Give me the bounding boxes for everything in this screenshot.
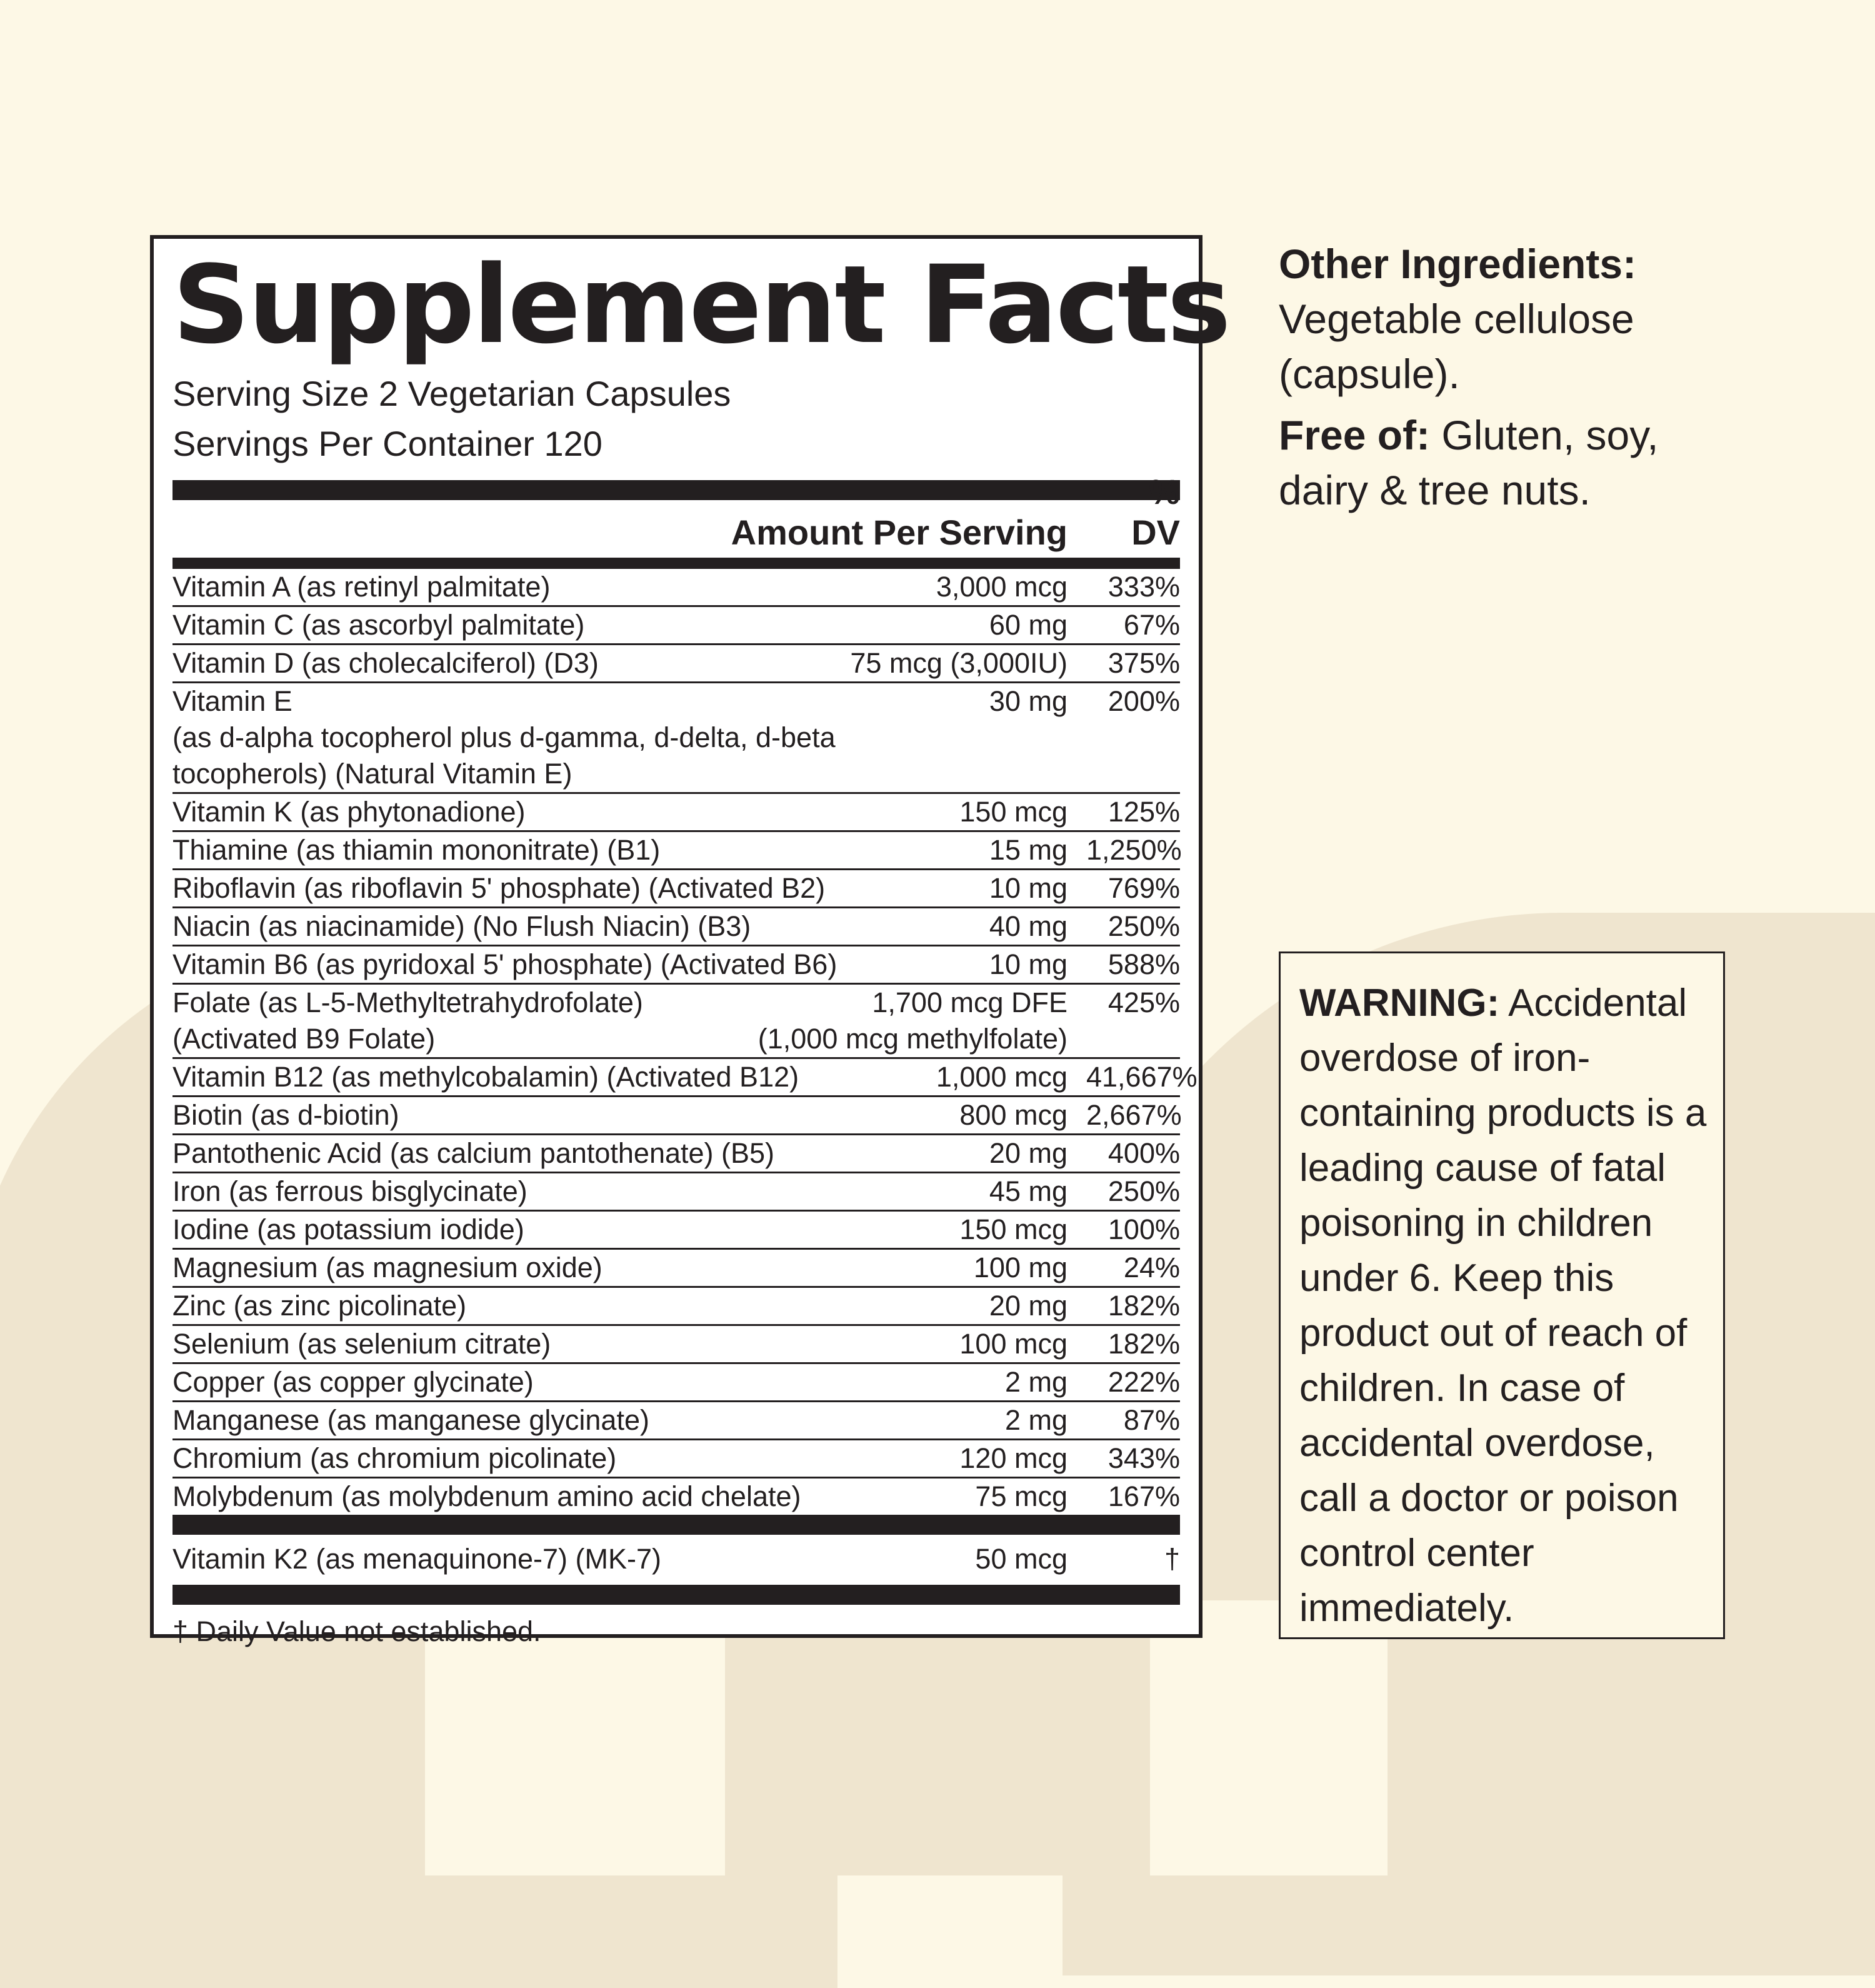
- nutrient-amount: 75 mcg: [975, 1480, 1068, 1512]
- nutrient-name: Zinc (as zinc picolinate): [172, 1290, 467, 1322]
- nutrient-amount: 120 mcg: [959, 1442, 1068, 1474]
- nutrient-name: Niacin (as niacinamide) (No Flush Niacin) (B3): [172, 910, 751, 942]
- nutrient-amount: 3,000 mcg: [936, 571, 1068, 603]
- nutrient-amount: 45 mg: [989, 1175, 1068, 1207]
- servings-per-container: Servings Per Container 120: [172, 424, 602, 463]
- nutrient-dv: 425%: [1108, 986, 1180, 1018]
- table-row: [172, 870, 1180, 908]
- nutrient-amount: 2 mg: [1004, 1366, 1068, 1398]
- nutrient-dv: 167%: [1108, 1480, 1180, 1512]
- amount-header: Amount Per Serving: [731, 513, 1068, 552]
- nutrient-name: Vitamin B6 (as pyridoxal 5' phosphate) (Activated B6): [172, 948, 838, 980]
- nutrient-name: Vitamin E (as d-alpha tocopherol plus d-gamma, d-delta, d-beta tocopherols) (Natural Vitamin E): [172, 685, 836, 790]
- nutrient-amount: 1,000 mcg: [936, 1061, 1068, 1093]
- warning-text: Accidental overdose of iron-containing products is a leading cause of fatal poisoning in children under 6. Keep this product out of reach of children. In case of accidental overdose, call a doctor or poison control center immediately.: [1299, 981, 1707, 1630]
- table-row: [172, 1212, 1180, 1250]
- nutrient-dv: 87%: [1123, 1404, 1180, 1436]
- nutrient-amount: 100 mcg: [959, 1328, 1068, 1360]
- nutrient-dv: 1,250%: [1086, 834, 1182, 866]
- nutrient-dv: 2,667%: [1086, 1099, 1182, 1131]
- table-row: [172, 1250, 1180, 1288]
- table-row: [172, 1440, 1180, 1478]
- table-row: [172, 1402, 1180, 1440]
- nutrient-amount: 60 mg: [989, 609, 1068, 641]
- supplement-facts-panel: [150, 235, 1229, 1647]
- free-of-text: Gluten, soy, dairy & tree nuts.: [1279, 412, 1659, 513]
- nutrient-name: Vitamin K (as phytonadione): [172, 796, 526, 828]
- nutrient-table: [172, 569, 1198, 1515]
- nutrient-name: Vitamin B12 (as methylcobalamin) (Activated B12): [172, 1061, 799, 1093]
- nutrient-dv: 24%: [1123, 1252, 1180, 1283]
- nutrient-dv: 125%: [1108, 796, 1180, 828]
- divider-medium: [172, 558, 1180, 569]
- nutrient-dv: †: [1164, 1543, 1180, 1575]
- nutrient-amount: 1,700 mcg DFE (1,000 mcg methylfolate): [758, 986, 1068, 1055]
- warning-box: [1279, 951, 1725, 1639]
- table-row: [172, 569, 1180, 607]
- serving-size: Serving Size 2 Vegetarian Capsules: [172, 374, 731, 413]
- nutrient-name: Molybdenum (as molybdenum amino acid chelate): [172, 1480, 801, 1512]
- nutrient-dv: 182%: [1108, 1328, 1180, 1360]
- background-stripe: [1150, 1600, 1388, 1875]
- nutrient-name: Vitamin K2 (as menaquinone-7) (MK-7): [172, 1543, 662, 1575]
- nutrient-dv: 588%: [1108, 948, 1180, 980]
- nutrient-dv: 67%: [1123, 609, 1180, 641]
- nutrient-name: Iron (as ferrous bisglycinate): [172, 1175, 528, 1207]
- nutrient-name: Copper (as copper glycinate): [172, 1366, 534, 1398]
- table-row: [172, 1059, 1198, 1097]
- table-row: [172, 607, 1180, 645]
- nutrient-dv: 250%: [1108, 910, 1180, 942]
- divider-thick: [172, 1585, 1180, 1605]
- nutrient-amount: 75 mcg (3,000IU): [850, 647, 1068, 679]
- table-row: [172, 794, 1180, 832]
- nutrient-name: Selenium (as selenium citrate): [172, 1328, 551, 1360]
- nutrient-dv: 769%: [1108, 872, 1180, 904]
- nutrient-dv: 375%: [1108, 647, 1180, 679]
- nutrient-amount: 30 mg: [989, 685, 1068, 717]
- nutrient-amount: 800 mcg: [959, 1099, 1068, 1131]
- nutrient-name: Vitamin A (as retinyl palmitate): [172, 571, 551, 603]
- nutrient-name: Thiamine (as thiamin mononitrate) (B1): [172, 834, 661, 866]
- nutrient-name: Magnesium (as magnesium oxide): [172, 1252, 602, 1283]
- nutrient-amount: 15 mg: [989, 834, 1068, 866]
- table-row: [172, 1535, 1180, 1585]
- table-row: [172, 1097, 1180, 1135]
- nutrient-amount: 10 mg: [989, 872, 1068, 904]
- nutrient-name: Pantothenic Acid (as calcium pantothenate) (B5): [172, 1137, 775, 1169]
- nutrient-name: Biotin (as d-biotin): [172, 1099, 399, 1131]
- table-row: [172, 1135, 1180, 1173]
- dv-header: % DV: [1131, 472, 1180, 552]
- nutrient-name: Riboflavin (as riboflavin 5' phosphate) (Activated B2): [172, 872, 826, 904]
- table-row: [172, 1288, 1180, 1326]
- warning-label: WARNING:: [1299, 981, 1500, 1025]
- nutrient-dv: 182%: [1108, 1290, 1180, 1322]
- nutrient-name: Vitamin C (as ascorbyl palmitate): [172, 609, 585, 641]
- nutrient-amount: 20 mg: [989, 1137, 1068, 1169]
- nutrient-amount: 50 mcg: [975, 1543, 1068, 1575]
- facts-title: Supplement Facts: [172, 242, 1229, 368]
- table-row: [172, 1364, 1180, 1402]
- nutrient-amount: 2 mg: [1004, 1404, 1068, 1436]
- divider-thick: [172, 1515, 1180, 1535]
- table-row: [172, 946, 1180, 985]
- nutrient-dv: 400%: [1108, 1137, 1180, 1169]
- nutrient-amount: 10 mg: [989, 948, 1068, 980]
- nutrient-name: Chromium (as chromium picolinate): [172, 1442, 617, 1474]
- nutrient-amount: 20 mg: [989, 1290, 1068, 1322]
- other-ingredients-label: Other Ingredients:: [1279, 241, 1637, 287]
- nutrient-dv: 250%: [1108, 1175, 1180, 1207]
- divider-thick: [172, 480, 1180, 500]
- nutrient-dv: 100%: [1108, 1213, 1180, 1245]
- other-ingredients-block: [1279, 236, 1754, 518]
- nutrient-amount: 150 mcg: [959, 1213, 1068, 1245]
- table-row: [172, 908, 1180, 946]
- nutrient-dv: 41,667%: [1086, 1061, 1198, 1093]
- table-row: [172, 645, 1180, 683]
- other-ingredients-text: Vegetable cellulose (capsule).: [1279, 296, 1634, 397]
- nutrient-amount: 40 mg: [989, 910, 1068, 942]
- table-header: [172, 472, 1180, 558]
- free-of-label: Free of:: [1279, 412, 1431, 458]
- table-row: [172, 832, 1180, 870]
- nutrient-name: Manganese (as manganese glycinate): [172, 1404, 649, 1436]
- nutrient-name: Folate (as L-5-Methyltetrahydrofolate) (Activated B9 Folate): [172, 986, 643, 1055]
- nutrient-dv: 200%: [1108, 685, 1180, 717]
- nutrient-amount: 150 mcg: [959, 796, 1068, 828]
- table-row: [172, 1326, 1180, 1364]
- table-row: [172, 1173, 1180, 1212]
- nutrient-amount: 100 mg: [973, 1252, 1068, 1283]
- nutrient-dv: 333%: [1108, 571, 1180, 603]
- table-row: [172, 985, 1180, 1059]
- nutrient-name: Iodine (as potassium iodide): [172, 1213, 524, 1245]
- footnote: † Daily Value not established.: [172, 1615, 541, 1647]
- nutrient-dv: 343%: [1108, 1442, 1180, 1474]
- table-row: [172, 683, 1180, 794]
- nutrient-dv: 222%: [1108, 1366, 1180, 1398]
- table-row: [172, 1478, 1180, 1515]
- nutrient-name: Vitamin D (as cholecalciferol) (D3): [172, 647, 599, 679]
